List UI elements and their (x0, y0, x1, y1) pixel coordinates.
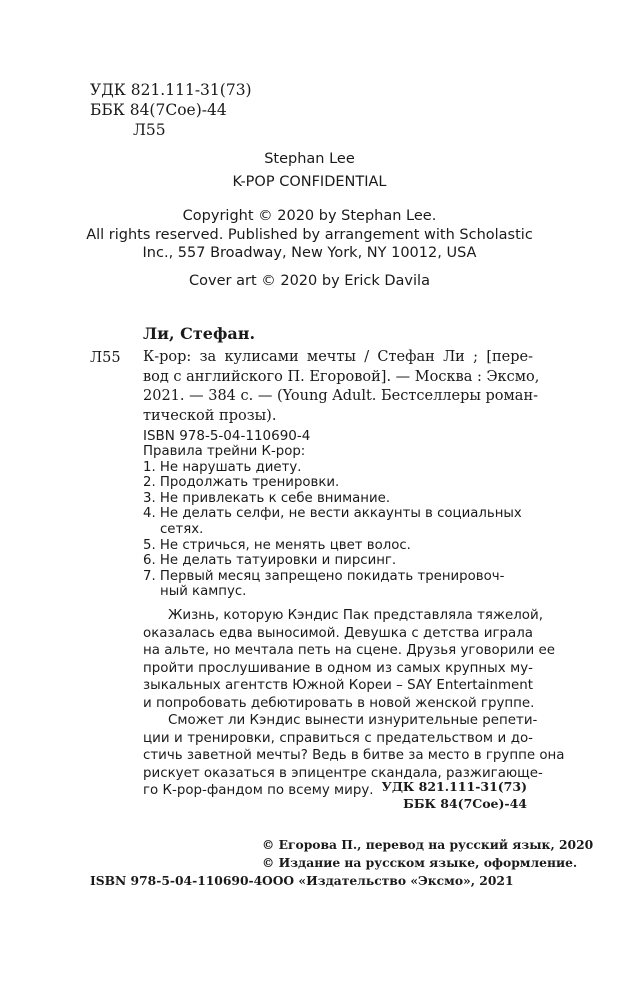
cover-art-credit: Cover art © 2020 by Erick Davila (189, 272, 430, 289)
copyright-line: Copyright © 2020 by Stephan Lee. (182, 208, 437, 224)
copyright-line: © Издание на русском языке, оформление. (262, 855, 578, 870)
annotation-line: го К-pop-фандом по всему миру. (143, 783, 374, 798)
rule-item: 7. Первый месяц запрещено покидать тренировоч- (143, 568, 505, 584)
annotation-line: стичь заветной мечты? Ведь в битве за место в группе она (143, 748, 565, 763)
rule-item: 2. Продолжать тренировки. (143, 475, 340, 491)
russian-copyright-block (262, 836, 593, 890)
rule-item-continuation: ный кампус. (160, 584, 247, 600)
trainee-rules (143, 444, 533, 600)
copyright-line: ООО «Издательство «Эксмо», 2021 (262, 873, 514, 888)
rules-heading: Правила трейни К-pop: (143, 444, 306, 459)
udk-code: УДК 821.111-31(73) (381, 779, 527, 794)
author-heading: Ли, Стефан. (143, 324, 256, 343)
annotation-line: Жизнь, которую Кэндис Пак представляла тяжелой, (168, 608, 543, 623)
author-mark: Л55 (133, 121, 166, 139)
description-line: тической прозы). (143, 407, 277, 424)
original-author: Stephan Lee (264, 151, 355, 167)
description-line: К-pop: за кулисами мечты / Стефан Ли ; [пере- (143, 349, 533, 365)
annotation-line: и попробовать дебютировать в новой женской группе. (143, 695, 535, 711)
rights-line: Inc., 557 Broadway, New York, NY 10012, USA (142, 245, 477, 261)
original-edition-credits (0, 148, 619, 290)
annotation-line: пройти прослушивание в одном из самых крупных му- (143, 660, 533, 676)
annotation (143, 607, 565, 800)
author-mark: Л55 (90, 350, 121, 366)
annotation-line: оказалась едва выносимой. Девушка с детства играла (143, 625, 533, 641)
rule-item-continuation: сетях. (160, 521, 204, 537)
rule-item: 3. Не привлекать к себе внимание. (143, 490, 391, 506)
bbk-code: ББК 84(7Сое)-44 (403, 796, 527, 811)
description-line: вод с английского П. Егоровой]. — Москва : Эксмо, (143, 368, 540, 385)
annotation-line: ции и тренировки, справиться с предательством и до- (143, 730, 533, 746)
rule-item: 5. Не стричься, не менять цвет волос. (143, 537, 411, 553)
bbk-code: ББК 84(7Сое)-44 (90, 101, 227, 119)
rule-item: 1. Не нарушать диету. (143, 459, 302, 475)
copyright-line: © Егорова П., перевод на русский язык, 2020 (262, 837, 594, 852)
original-title: K-POP CONFIDENTIAL (232, 174, 387, 190)
udk-code: УДК 821.111-31(73) (90, 81, 252, 99)
classification-codes-top (90, 80, 252, 140)
rule-item: 6. Не делать татуировки и пирсинг. (143, 553, 397, 569)
isbn: ISBN 978-5-04-110690-4 (143, 428, 311, 444)
rights-line: All rights reserved. Published by arrangement with Scholastic (86, 226, 533, 243)
annotation-line: рискует оказаться в эпицентре скандала, разжигающе- (143, 765, 543, 781)
annotation-line: на альте, но мечтала петь на сцене. Друзья уговорили ее (143, 643, 555, 658)
annotation-line: зыкальных агентств Южной Кореи – SAY Entertainment (143, 678, 533, 693)
description-line: 2021. — 384 с. — (Young Adult. Бестселлеры роман- (143, 388, 539, 404)
classification-codes-bottom (382, 778, 527, 812)
isbn-footer: ISBN 978-5-04-110690-4 (90, 873, 263, 888)
bibliographic-description (143, 348, 540, 426)
annotation-line: Сможет ли Кэндис вынести изнурительные репети- (168, 713, 538, 728)
rule-item: 4. Не делать селфи, не вести аккаунты в социальных (143, 506, 522, 522)
